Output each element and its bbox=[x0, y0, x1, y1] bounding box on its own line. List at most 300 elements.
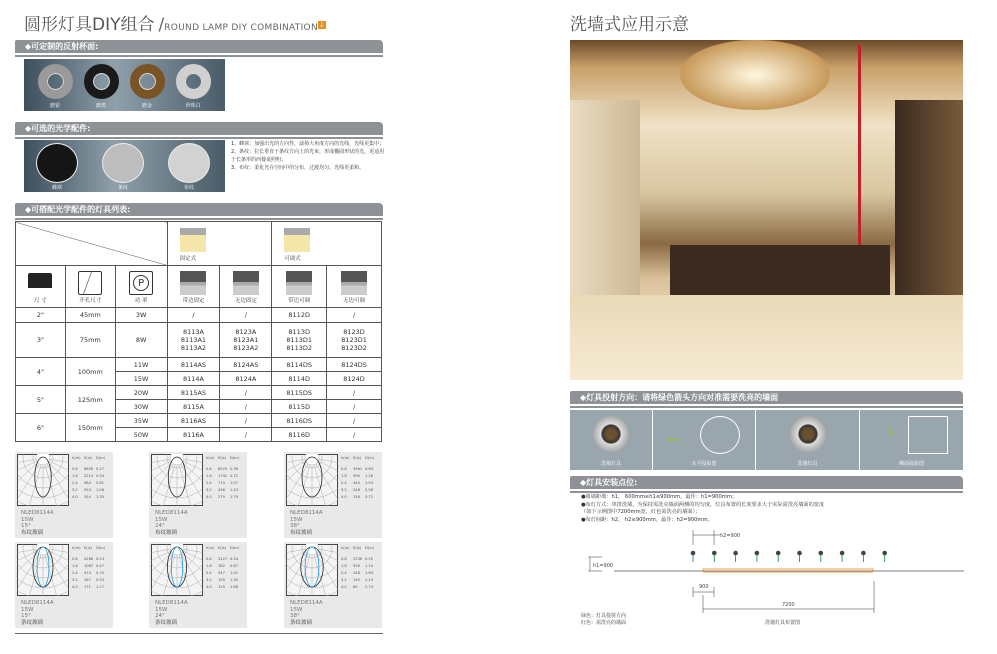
model-cell: 8123A 8123A1 8123A2 bbox=[220, 323, 272, 358]
photometric-row bbox=[72, 577, 108, 584]
model-cell: 8116A bbox=[167, 428, 220, 442]
photometric-row bbox=[72, 473, 108, 480]
photometric-row bbox=[72, 487, 108, 494]
photometric-value: 436 bbox=[218, 488, 225, 492]
photometric-value: 2.74 bbox=[365, 585, 374, 589]
photometric-panel bbox=[284, 452, 382, 538]
photometric-value: 0.64 bbox=[365, 467, 374, 471]
photometric-angle: 38° bbox=[290, 613, 300, 619]
photometric-label bbox=[155, 510, 188, 536]
reflector-label: 磨黑 bbox=[95, 103, 106, 109]
photometric-row bbox=[206, 473, 242, 480]
model-cell: 8124A bbox=[220, 372, 272, 386]
photometric-value: 3127 bbox=[218, 557, 228, 561]
adjustable-light-icon bbox=[284, 228, 310, 252]
fixed-light-icon bbox=[180, 228, 206, 252]
projection-caption: 水平投影图 bbox=[691, 461, 717, 467]
photometric-model: NLED8114A bbox=[290, 510, 323, 516]
photometric-value: 171 bbox=[84, 585, 91, 589]
model-cell: / bbox=[220, 400, 272, 414]
photometric-row bbox=[341, 584, 377, 591]
photometric-value: 1.93 bbox=[365, 481, 374, 485]
photometric-value: 2.4 bbox=[341, 481, 347, 485]
photometric-value: 0.93 bbox=[96, 578, 105, 582]
photometric-power: 15W bbox=[21, 516, 34, 523]
model-cell: 8116AS bbox=[167, 414, 220, 428]
photometric-values bbox=[72, 455, 108, 501]
photometric-glass: 条纹玻璃 bbox=[155, 619, 178, 626]
photometric-model: NLED8114A bbox=[21, 600, 54, 606]
left-page-title bbox=[24, 10, 326, 35]
photometric-glass: 布纹玻璃 bbox=[155, 529, 178, 536]
model-cell: / bbox=[220, 386, 272, 400]
photometric-value: 1.17 bbox=[96, 585, 105, 589]
size-cell: 2" bbox=[16, 308, 66, 323]
polar-diagram bbox=[286, 454, 338, 506]
model-cell: 8124D bbox=[327, 372, 382, 386]
photometric-header: E(lx) bbox=[353, 456, 362, 460]
photometric-value: 440 bbox=[353, 481, 360, 485]
column-header-label: 尺 寸 bbox=[34, 298, 47, 304]
photometric-model: NLED8114A bbox=[155, 510, 188, 516]
photometric-row bbox=[206, 480, 242, 487]
reflector-label: 磨银 bbox=[49, 103, 60, 109]
polar-diagram bbox=[17, 544, 69, 596]
photometric-value: 2.4 bbox=[206, 481, 212, 485]
lamp-marker bbox=[861, 551, 866, 562]
optics-notes bbox=[231, 140, 385, 172]
photometric-value: 0.8 bbox=[206, 557, 212, 561]
adjustable-group-label: 可调式 bbox=[284, 256, 301, 262]
column-header bbox=[220, 266, 272, 308]
photometric-header: E(lx) bbox=[353, 546, 362, 550]
floor bbox=[570, 295, 963, 380]
polar-diagram bbox=[151, 544, 203, 596]
photometric-value: 2.19 bbox=[365, 578, 374, 582]
reflector-label: 磨金 bbox=[141, 103, 152, 109]
power-icon bbox=[129, 271, 153, 295]
photometric-value: 2214 bbox=[84, 474, 94, 478]
model-cell: 8114AS bbox=[167, 358, 220, 372]
photometric-header: D(m) bbox=[96, 546, 106, 550]
reflector-ring bbox=[130, 64, 165, 99]
projection-drawing bbox=[908, 416, 948, 454]
photometric-header: E(lx) bbox=[218, 456, 227, 460]
photometric-header: h(m) bbox=[72, 546, 81, 550]
photometric-label bbox=[290, 600, 323, 626]
optics-image bbox=[24, 140, 225, 192]
optics-note: 1、蜂窝：加强出光的方向性，滤掉大角度方向的光线，光线更集中； bbox=[231, 141, 385, 147]
layout-diagram bbox=[570, 525, 965, 630]
photometric-model: NLED8114A bbox=[155, 600, 188, 606]
photometric-value: 3.2 bbox=[341, 578, 347, 582]
photometric-value: 4.0 bbox=[341, 495, 347, 499]
lamp-marker bbox=[840, 551, 845, 562]
photometric-angle: 15° bbox=[21, 613, 31, 619]
model-cell: 8114DS bbox=[272, 358, 327, 372]
photometric-value: 248 bbox=[353, 488, 360, 492]
model-cell: 8115D bbox=[272, 400, 327, 414]
photometric-panel bbox=[149, 542, 247, 628]
reflector-ring bbox=[84, 64, 119, 99]
model-cell: 8124AS bbox=[220, 358, 272, 372]
table-row bbox=[16, 386, 382, 400]
table-row bbox=[16, 414, 382, 428]
photometric-header: h(m) bbox=[206, 546, 215, 550]
adjustable-group-header bbox=[272, 222, 382, 266]
photometric-value: 0.55 bbox=[365, 557, 374, 561]
photometric-value: 0.70 bbox=[96, 571, 105, 575]
column-header bbox=[327, 266, 382, 308]
lamp-marker bbox=[819, 551, 824, 562]
photometric-angle: 15° bbox=[21, 523, 31, 529]
title-slash: / bbox=[158, 15, 165, 35]
photometric-row bbox=[72, 584, 108, 591]
photometric-value: 4.0 bbox=[72, 585, 78, 589]
fixture-table bbox=[15, 221, 382, 442]
photometric-row bbox=[341, 473, 377, 480]
h2-label: h2=900 bbox=[720, 533, 741, 539]
photometric-panel bbox=[15, 452, 113, 538]
photometric-value: 3.72 bbox=[365, 495, 374, 499]
photometric-value: 4.0 bbox=[206, 585, 212, 589]
photometric-row bbox=[72, 466, 108, 473]
model-cell: / bbox=[327, 414, 382, 428]
cutout-cell: 100mm bbox=[65, 358, 115, 386]
photometric-header: h(m) bbox=[341, 456, 350, 460]
ceiling-chandelier bbox=[680, 40, 830, 110]
wall-washer-icon bbox=[790, 416, 826, 452]
legend-green: 绿色：灯具投射方向 bbox=[581, 613, 627, 619]
photometric-value: 125 bbox=[218, 585, 225, 589]
fixed-group-label: 固定式 bbox=[179, 256, 197, 262]
install-note: ●布灯方式：单排洗墙，为保持需洗亮墙面两侧的均匀度，灯具布置的长度要求大于实际需洗亮墙面的宽度 bbox=[581, 501, 825, 508]
right-page-title: 洗墙式应用示意 bbox=[570, 15, 689, 35]
optic-label: 蜂窝 bbox=[51, 185, 62, 191]
photometric-glass: 布纹玻璃 bbox=[290, 529, 313, 536]
mount-type-icon bbox=[341, 271, 367, 295]
section-fixture-list-header: ◆可搭配光学配件的灯具列表: bbox=[15, 203, 383, 218]
photometric-value: 6970 bbox=[218, 467, 228, 471]
photometric-header: D(m) bbox=[230, 456, 240, 460]
photometric-value: 553 bbox=[84, 488, 91, 492]
photometric-value: 0.47 bbox=[96, 564, 105, 568]
polar-diagram bbox=[286, 544, 338, 596]
photometric-value: 558 bbox=[353, 564, 360, 568]
photometric-value: 1.28 bbox=[365, 474, 374, 478]
wash-wall-highlight bbox=[703, 569, 873, 572]
column-header bbox=[115, 266, 167, 308]
photometric-value: 0.8 bbox=[72, 557, 78, 561]
optics-note: 2、条纹：拉长垂直于条纹方向上的光束，形成椭圆形状的光，更适用于长条形的西餐桌照明； bbox=[231, 149, 385, 163]
photometric-row bbox=[206, 494, 242, 501]
photometric-value: 782 bbox=[218, 564, 225, 568]
photometric-value: 0.8 bbox=[341, 557, 347, 561]
photometric-row bbox=[206, 563, 242, 570]
photometric-value: 140 bbox=[353, 578, 360, 582]
photometric-value: 195 bbox=[218, 578, 225, 582]
model-cell: 8113A 8113A1 8113A2 bbox=[167, 323, 220, 358]
photometric-value: 4.0 bbox=[206, 495, 212, 499]
photometric-value: 1067 bbox=[84, 564, 94, 568]
projection-caption: 侧面投影图 bbox=[898, 461, 924, 467]
projection-panel bbox=[860, 410, 963, 470]
photometric-row bbox=[341, 466, 377, 473]
photometric-header: h(m) bbox=[206, 456, 215, 460]
power-cell: 15W bbox=[115, 372, 167, 386]
model-cell: / bbox=[220, 414, 272, 428]
photometric-value: 1.43 bbox=[230, 488, 239, 492]
photometric-angle: 24° bbox=[155, 523, 165, 529]
model-cell: / bbox=[327, 308, 382, 323]
mount-type-icon bbox=[233, 271, 259, 295]
photometric-value: 984 bbox=[84, 481, 91, 485]
photometric-row bbox=[72, 494, 108, 501]
optic-lens bbox=[168, 143, 210, 183]
optic-lens bbox=[36, 143, 78, 183]
photometric-value: 2.4 bbox=[206, 571, 212, 575]
cutout-cell: 75mm bbox=[65, 323, 115, 358]
photometric-value: 1.6 bbox=[341, 564, 347, 568]
photometric-value: 1.6 bbox=[72, 474, 78, 478]
photometric-row bbox=[341, 480, 377, 487]
photometric-value: 1.07 bbox=[230, 481, 239, 485]
photometric-value: 4.0 bbox=[341, 585, 347, 589]
photometric-row bbox=[341, 487, 377, 494]
photometric-value: 474 bbox=[84, 571, 91, 575]
photometric-row bbox=[72, 563, 108, 570]
photometric-value: 0.67 bbox=[230, 564, 239, 568]
photometric-row bbox=[72, 570, 108, 577]
photometric-panel bbox=[284, 542, 382, 628]
photometric-glass: 布纹玻璃 bbox=[21, 529, 44, 536]
photometric-row bbox=[206, 584, 242, 591]
projection-panel bbox=[570, 410, 652, 470]
wall-washer-icon bbox=[593, 416, 629, 452]
photometric-power: 15W bbox=[155, 516, 168, 523]
photometric-label bbox=[21, 600, 54, 626]
model-cell: / bbox=[327, 428, 382, 442]
photometric-header: h(m) bbox=[341, 546, 350, 550]
photometric-glass: 条纹玻璃 bbox=[290, 619, 313, 626]
reception-area bbox=[670, 245, 890, 295]
photometric-value: 1.6 bbox=[72, 564, 78, 568]
photometric-value: 347 bbox=[218, 571, 225, 575]
reflector-label: 珍珠白 bbox=[185, 103, 201, 109]
photometric-row bbox=[72, 480, 108, 487]
photometric-value: 0.36 bbox=[230, 467, 239, 471]
photometric-value: 0.34 bbox=[230, 557, 239, 561]
photometric-value: 0.8 bbox=[341, 467, 347, 471]
photometric-value: 3961 bbox=[353, 467, 363, 471]
power-cell: 3W bbox=[115, 308, 167, 323]
mount-type-icon bbox=[286, 271, 312, 295]
photometric-value: 2236 bbox=[353, 557, 363, 561]
photometric-value: 158 bbox=[353, 495, 360, 499]
section-projection-header: ◆灯具投射方向：请将绿色箭头方向对准需要洗亮的墙面 bbox=[570, 391, 963, 406]
photometric-value: 0.8 bbox=[206, 467, 212, 471]
photometric-angle: 24° bbox=[155, 613, 165, 619]
photometric-value: 1.35 bbox=[96, 495, 105, 499]
photometric-header: E(lx) bbox=[84, 546, 93, 550]
photometric-row bbox=[341, 570, 377, 577]
section-reflector-header: ◆可定制的反射杯面: bbox=[15, 40, 383, 55]
photometric-label bbox=[290, 510, 323, 536]
model-cell: / bbox=[327, 400, 382, 414]
photometric-row bbox=[206, 570, 242, 577]
lamp-marker bbox=[882, 551, 887, 562]
photometric-values bbox=[72, 545, 108, 591]
photometric-power: 15W bbox=[21, 606, 34, 613]
photometric-panel bbox=[149, 452, 247, 538]
install-note: ●布灯间距：h2， h2≤900mm，最佳：h2=900mm。 bbox=[581, 516, 713, 523]
model-cell: 8124DS bbox=[327, 358, 382, 372]
photometric-model: NLED8114A bbox=[290, 600, 323, 606]
bottom-divider bbox=[15, 633, 383, 634]
down-arrow-icon: ↓ bbox=[319, 21, 325, 29]
h1-label: h1=900 bbox=[593, 563, 614, 569]
section-install-header: ◆灯具安装点位: bbox=[570, 476, 963, 491]
legend-red: 红色：需洗亮的墙面 bbox=[581, 620, 627, 626]
photometric-row bbox=[206, 556, 242, 563]
column-header bbox=[16, 266, 66, 308]
column-header-label: 无边可调 bbox=[343, 298, 366, 304]
photometric-value: 1.68 bbox=[230, 585, 239, 589]
photometric-value: 2.4 bbox=[72, 481, 78, 485]
photometric-row bbox=[72, 556, 108, 563]
photometric-value: 2.4 bbox=[72, 571, 78, 575]
photometric-power: 15W bbox=[290, 606, 303, 613]
photometric-header: h(m) bbox=[72, 456, 81, 460]
photometric-row bbox=[206, 577, 242, 584]
photometric-value: 990 bbox=[353, 474, 360, 478]
photometric-header: D(m) bbox=[365, 456, 375, 460]
column-header-label: 功 率 bbox=[134, 298, 148, 304]
photometric-value: 1.35 bbox=[230, 578, 239, 582]
photometric-value: 774 bbox=[218, 481, 225, 485]
photometric-value: 248 bbox=[353, 571, 360, 575]
power-cell: 35W bbox=[115, 414, 167, 428]
photometric-row bbox=[341, 563, 377, 570]
model-cell: 8115A bbox=[167, 400, 220, 414]
projection-panel bbox=[653, 410, 755, 470]
photometric-model: NLED8114A bbox=[21, 510, 54, 516]
right-wall bbox=[895, 100, 963, 320]
power-cell: 20W bbox=[115, 386, 167, 400]
install-note: （如下示例图中7200mm宽，红色需洗亮的墙面）； bbox=[581, 509, 701, 515]
spacing-label: 900 bbox=[699, 584, 709, 590]
photometric-value: 267 bbox=[84, 578, 91, 582]
power-icon-letter: P bbox=[133, 275, 149, 291]
photometric-value: 0.81 bbox=[96, 481, 105, 485]
photometric-value: 1.64 bbox=[365, 571, 374, 575]
lamp-marker bbox=[691, 551, 696, 562]
photometric-header: E(lx) bbox=[84, 456, 93, 460]
optics-note: 3、布纹：柔化光在空间中的分布，过渡均匀，光线更柔和。 bbox=[231, 165, 365, 171]
diagram-caption: 洗墙灯具布置图 bbox=[765, 620, 801, 626]
photometric-row bbox=[341, 577, 377, 584]
reflector-image bbox=[24, 59, 225, 111]
photometric-angle: 38° bbox=[290, 523, 300, 529]
reflector-ring bbox=[38, 64, 73, 99]
left-wall bbox=[570, 100, 640, 300]
power-cell: 30W bbox=[115, 400, 167, 414]
photometric-row bbox=[206, 487, 242, 494]
photometric-value: 1742 bbox=[218, 474, 228, 478]
lamp-marker bbox=[797, 551, 802, 562]
lamp-marker bbox=[776, 551, 781, 562]
photometric-value: 4.0 bbox=[72, 495, 78, 499]
table-row bbox=[16, 358, 382, 372]
size-cell: 3" bbox=[16, 323, 66, 358]
green-arrow-icon: ← bbox=[668, 432, 680, 448]
photometric-value: 1.6 bbox=[206, 564, 212, 568]
model-cell: 8115DS bbox=[272, 386, 327, 400]
photometric-header: E(lx) bbox=[218, 546, 227, 550]
projection-panel bbox=[756, 410, 859, 470]
photometric-header: D(m) bbox=[96, 456, 106, 460]
photometric-values bbox=[206, 455, 242, 501]
photometric-header: D(m) bbox=[230, 546, 240, 550]
photometric-row bbox=[341, 494, 377, 501]
lobby-photo bbox=[570, 40, 963, 380]
photometric-value: 89 bbox=[353, 585, 358, 589]
photometric-row bbox=[341, 556, 377, 563]
model-cell: 8115AS bbox=[167, 386, 220, 400]
cutout-cell: 45mm bbox=[65, 308, 115, 323]
photometric-value: 8856 bbox=[84, 467, 94, 471]
power-cell: 8W bbox=[115, 323, 167, 358]
lamp-marker bbox=[733, 551, 738, 562]
column-header-label: 带边固定 bbox=[182, 298, 205, 304]
photometric-value: 3.2 bbox=[72, 578, 78, 582]
photometric-value: 279 bbox=[218, 495, 225, 499]
model-cell: / bbox=[220, 428, 272, 442]
cutout-cell: 150mm bbox=[65, 414, 115, 442]
photometric-power: 15W bbox=[290, 516, 303, 523]
cutout-cell: 125mm bbox=[65, 386, 115, 414]
install-note: ●离墙距离：h1， 600mm≤h1≤900mm，最佳：h1=900mm； bbox=[581, 494, 738, 500]
column-header-label: 带边可调 bbox=[288, 298, 311, 304]
lamp-marker bbox=[712, 551, 717, 562]
photometric-row bbox=[206, 466, 242, 473]
title-cn: 圆形灯具DIY组合 bbox=[24, 15, 155, 35]
photometric-label bbox=[155, 600, 188, 626]
size-cell: 6" bbox=[16, 414, 66, 442]
model-cell: 8114D bbox=[272, 372, 327, 386]
table-row bbox=[16, 323, 382, 358]
polar-diagram bbox=[151, 454, 203, 506]
model-cell: / bbox=[327, 386, 382, 400]
photometric-value: 1.10 bbox=[365, 564, 374, 568]
photometric-values bbox=[341, 455, 377, 501]
photometric-value: 1.08 bbox=[96, 488, 105, 492]
projection-drawing bbox=[700, 416, 740, 454]
photometric-value: 0.23 bbox=[96, 557, 105, 561]
size-cell: 4" bbox=[16, 358, 66, 386]
photometric-power: 15W bbox=[155, 606, 168, 613]
size-cell: 5" bbox=[16, 386, 66, 414]
lamp-marker bbox=[755, 551, 760, 562]
install-notes bbox=[581, 494, 871, 524]
optic-label: 条纹 bbox=[117, 185, 128, 191]
model-cell: / bbox=[167, 308, 220, 323]
photometric-value: 3.2 bbox=[206, 578, 212, 582]
model-cell: / bbox=[220, 308, 272, 323]
model-cell: 8113D 8113D1 8113D2 bbox=[272, 323, 327, 358]
column-header bbox=[167, 266, 220, 308]
model-cell: 8112D bbox=[272, 308, 327, 323]
